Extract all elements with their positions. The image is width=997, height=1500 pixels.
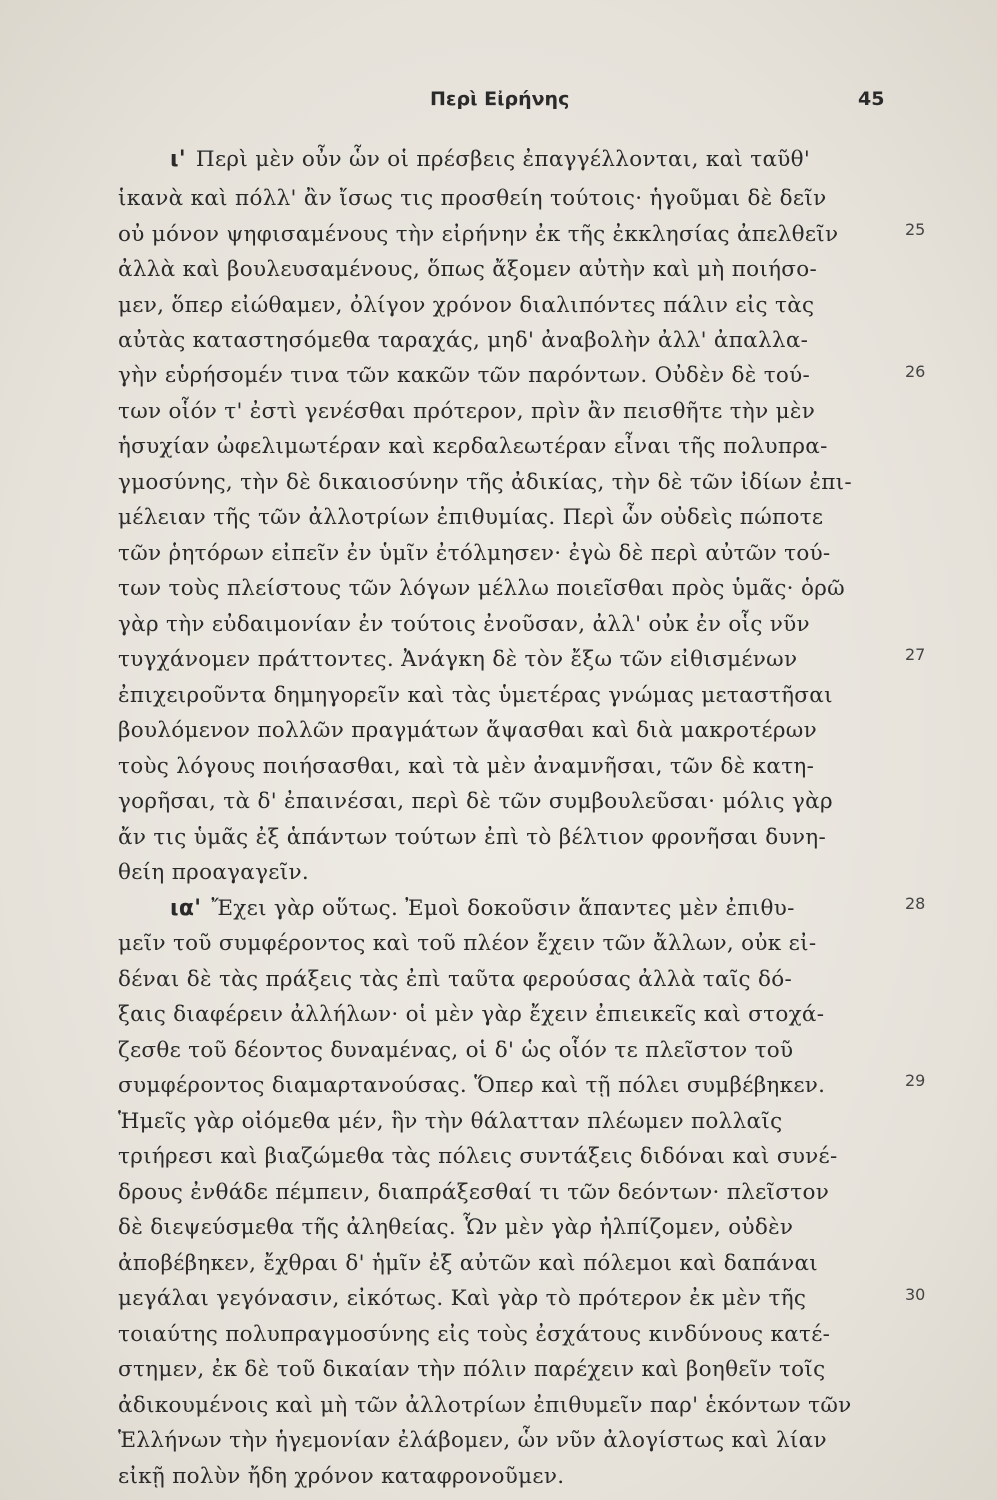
text-line: Ἑλλήνων τὴν ἡγεμονίαν ἐλάβομεν, ὧν νῦν ἀλογίστως καὶ λίαν	[118, 1428, 827, 1453]
margin-number: 28	[905, 894, 926, 913]
text-line: εἰκῇ πολὺν ἤδη χρόνον καταφρονοῦμεν.	[118, 1464, 565, 1489]
text-line: μέλειαν τῆς τῶν ἀλλοτρίων ἐπιθυμίας. Περὶ ὧν οὐδεὶς πώποτε	[118, 505, 824, 530]
text-line: δρους ἐνθάδε πέμπειν, διαπράξεσθαί τι τῶν δεόντων· πλεῖστον	[118, 1180, 830, 1205]
text-line: των τοὺς πλείστους τῶν λόγων μέλλω ποιεῖσθαι πρὸς ὑμᾶς· ὁρῶ	[118, 576, 845, 601]
text-line: γὴν εὑρήσομέν τινα τῶν κακῶν τῶν παρόντων. Οὐδὲν δὲ τού-	[118, 363, 811, 388]
text-line: αὐτὰς καταστησόμεθα ταραχάς, μηδ' ἀναβολὴν ἀλλ' ἀπαλλα-	[118, 328, 809, 353]
margin-number: 27	[905, 645, 926, 664]
text-line: βουλόμενον πολλῶν πραγμάτων ἅψασθαι καὶ διὰ μακροτέρων	[118, 718, 818, 743]
section-marker: ια'	[170, 896, 202, 921]
text-line: τριήρεσι καὶ βιαζώμεθα τὰς πόλεις συντάξεις διδόναι καὶ συνέ-	[118, 1144, 838, 1169]
text-line: ἡσυχίαν ὠφελιμωτέραν καὶ κερδαλεωτέραν εἶναι τῆς πολυπρα-	[118, 434, 828, 459]
text-line: τοὺς λόγους ποιήσασθαι, καὶ τὰ μὲν ἀναμνῆσαι, τῶν δὲ κατη-	[118, 754, 815, 779]
text-line: δέναι δὲ τὰς πράξεις τὰς ἐπὶ ταῦτα φερούσας ἀλλὰ ταῖς δό-	[118, 967, 793, 992]
text-line: μεῖν τοῦ συμφέροντος καὶ τοῦ πλέον ἔχειν τῶν ἄλλων, οὐκ εἰ-	[118, 931, 817, 956]
text-line: ἐπιχειροῦντα δημηγορεῖν καὶ τὰς ὑμετέρας γνώμας μεταστῆσαι	[118, 683, 833, 708]
text-line: ἀδικουμένοις καὶ μὴ τῶν ἀλλοτρίων ἐπιθυμεῖν παρ' ἑκόντων τῶν	[118, 1393, 852, 1418]
text-line: τυγχάνομεν πράττοντες. Ἀνάγκη δὲ τὸν ἔξω τῶν εἰθισμένων	[118, 647, 798, 672]
margin-number: 29	[905, 1071, 926, 1090]
text-line: ἄν τις ὑμᾶς ἐξ ἁπάντων τούτων ἐπὶ τὸ βέλτιον φρονῆσαι δυνη-	[118, 825, 827, 850]
margin-number: 30	[905, 1285, 926, 1304]
text-line: γμοσύνης, τὴν δὲ δικαιοσύνην τῆς ἀδικίας, τὴν δὲ τῶν ἰδίων ἐπι-	[118, 470, 852, 495]
text-line: τοιαύτης πολυπραγμοσύνης εἰς τοὺς ἐσχάτους κινδύνους κατέ-	[118, 1322, 831, 1347]
text-line: τῶν ῥητόρων εἰπεῖν ἐν ὑμῖν ἐτόλμησεν· ἐγὼ δὲ περὶ αὐτῶν τού-	[118, 541, 831, 566]
text-line: ἱκανὰ καὶ πόλλ' ἂν ἴσως τις προσθείη τούτοις· ἡγοῦμαι δὲ δεῖν	[118, 186, 827, 211]
text-line: δὲ διεψεύσμεθα τῆς ἀληθείας. Ὧν μὲν γὰρ ἠλπίζομεν, οὐδὲν	[118, 1215, 794, 1240]
page-number: 45	[858, 88, 885, 110]
text-line: ζεσθε τοῦ δέοντος δυναμένας, οἱ δ' ὡς οἷόν τε πλεῖστον τοῦ	[118, 1038, 794, 1063]
text-line: συμφέροντος διαμαρτανούσας. Ὅπερ καὶ τῇ πόλει συμβέβηκεν.	[118, 1073, 826, 1098]
text-line: μεγάλαι γεγόνασιν, εἰκότως. Καὶ γὰρ τὸ πρότερον ἐκ μὲν τῆς	[118, 1286, 807, 1311]
running-head: Περὶ Εἰρήνης	[430, 88, 570, 110]
text-line: θείη προαγαγεῖν.	[118, 860, 309, 885]
text-line: ι' Περὶ μὲν οὖν ὧν οἱ πρέσβεις ἐπαγγέλλονται, καὶ ταῦθ'	[170, 147, 811, 172]
text-line: στημεν, ἐκ δὲ τοῦ δικαίαν τὴν πόλιν παρέχειν καὶ βοηθεῖν τοῖς	[118, 1357, 826, 1382]
margin-number: 25	[905, 220, 926, 239]
text-line: ξαις διαφέρειν ἀλλήλων· οἱ μὲν γὰρ ἔχειν ἐπιεικεῖς καὶ στοχά-	[118, 1002, 825, 1027]
text-line: μεν, ὅπερ εἰώθαμεν, ὀλίγον χρόνον διαλιπόντες πάλιν εἰς τὰς	[118, 293, 815, 318]
text-line: οὐ μόνον ψηφισαμένους τὴν εἰρήνην ἐκ τῆς ἐκκλησίας ἀπελθεῖν	[118, 222, 839, 247]
text-line: Ἡμεῖς γὰρ οἰόμεθα μέν, ἣν τὴν θάλατταν πλέωμεν πολλαῖς	[118, 1109, 783, 1134]
text-line: ἀποβέβηκεν, ἔχθραι δ' ἡμῖν ἐξ αὐτῶν καὶ πόλεμοι καὶ δαπάναι	[118, 1251, 819, 1276]
text-line: των οἷόν τ' ἐστὶ γενέσθαι πρότερον, πρὶν ἂν πεισθῆτε τὴν μὲν	[118, 399, 816, 424]
text-line: γὰρ τὴν εὐδαιμονίαν ἐν τούτοις ἐνοῦσαν, ἀλλ' οὐκ ἐν οἷς νῦν	[118, 612, 810, 637]
section-marker: ι'	[170, 147, 186, 172]
text-line: γορῆσαι, τὰ δ' ἐπαινέσαι, περὶ δὲ τῶν συμβουλεῦσαι· μόλις γὰρ	[118, 789, 833, 814]
text-line: ια' Ἔχει γὰρ οὕτως. Ἐμοὶ δοκοῦσιν ἅπαντες μὲν ἐπιθυ-	[170, 896, 795, 921]
margin-number: 26	[905, 362, 926, 381]
text-line: ἀλλὰ καὶ βουλευσαμένους, ὅπως ἄξομεν αὐτὴν καὶ μὴ ποιήσο-	[118, 257, 818, 282]
